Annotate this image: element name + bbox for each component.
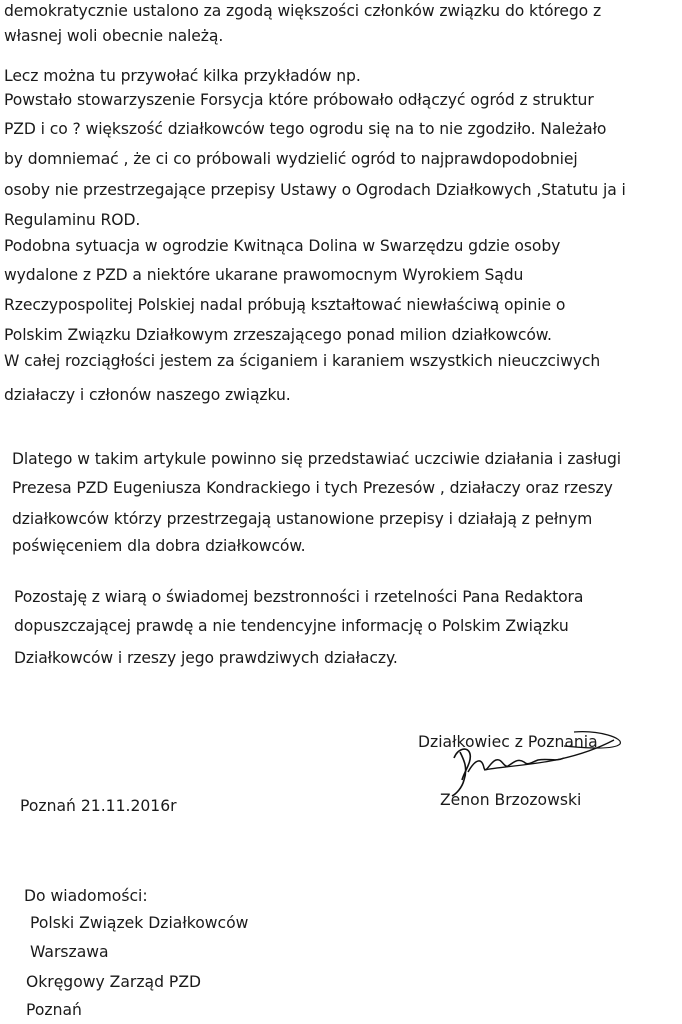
text-line: Lecz można tu przywołać kilka przykładów np. bbox=[4, 67, 361, 85]
text-line: Dlatego w takim artykule powinno się przedstawiać uczciwie działania i zasługi bbox=[12, 450, 622, 468]
text-line: W całej rozciągłości jestem za ściganiem i karaniem wszystkich nieuczciwych bbox=[4, 352, 601, 370]
text-line: Pozostaję z wiarą o świadomej bezstronności i rzetelności Pana Redaktora bbox=[14, 588, 584, 606]
recipient-line: Poznań bbox=[26, 1001, 82, 1019]
text-line: Powstało stowarzyszenie Forsycja które próbowało odłączyć ogród z struktur bbox=[4, 91, 594, 109]
text-line: by domniemać , że ci co próbowali wydzielić ogród to najprawdopodobniej bbox=[4, 150, 578, 168]
signature-name: Zenon Brzozowski bbox=[440, 791, 582, 809]
recipients-heading: Do wiadomości: bbox=[24, 887, 148, 905]
text-line: wydalone z PZD a niektóre ukarane prawomocnym Wyrokiem Sądu bbox=[4, 266, 524, 284]
recipient-line: Warszawa bbox=[30, 943, 109, 961]
text-line: dopuszczającej prawdę a nie tendencyjne informację o Polskim Związku bbox=[14, 617, 569, 635]
recipient-line: Polski Związek Działkowców bbox=[30, 914, 249, 932]
text-line: Rzeczypospolitej Polskiej nadal próbują kształtować niewłaściwą opinie o bbox=[4, 296, 566, 314]
text-line: Działkowców i rzeszy jego prawdziwych działaczy. bbox=[14, 649, 398, 667]
text-line: Polskim Związku Działkowym zrzeszającego ponad milion działkowców. bbox=[4, 326, 552, 344]
text-line: własnej woli obecnie należą. bbox=[4, 27, 224, 45]
text-line: Prezesa PZD Eugeniusza Kondrackiego i tych Prezesów , działaczy oraz rzeszy bbox=[12, 479, 613, 497]
recipient-line: Okręgowy Zarząd PZD bbox=[26, 973, 202, 991]
text-line: Regulaminu ROD. bbox=[4, 211, 141, 229]
place-date: Poznań 21.11.2016r bbox=[20, 797, 177, 815]
text-line: osoby nie przestrzegające przepisy Ustawy o Ogrodach Działkowych ,Statutu ja i bbox=[4, 181, 626, 199]
handwritten-signature-icon bbox=[424, 728, 624, 798]
text-line: działkowców którzy przestrzegają ustanowione przepisy i działają z pełnym bbox=[12, 510, 593, 528]
signature-role: Działkowiec z Poznania bbox=[418, 733, 598, 751]
text-line: demokratycznie ustalono za zgodą większości członków związku do którego z bbox=[4, 2, 602, 20]
text-line: Podobna sytuacja w ogrodzie Kwitnąca Dolina w Swarzędzu gdzie osoby bbox=[4, 237, 561, 255]
text-line: działaczy i członów naszego związku. bbox=[4, 386, 291, 404]
text-line: poświęceniem dla dobra działkowców. bbox=[12, 537, 306, 555]
text-line: PZD i co ? większość działkowców tego ogrodu się na to nie zgodziło. Należało bbox=[4, 120, 607, 138]
